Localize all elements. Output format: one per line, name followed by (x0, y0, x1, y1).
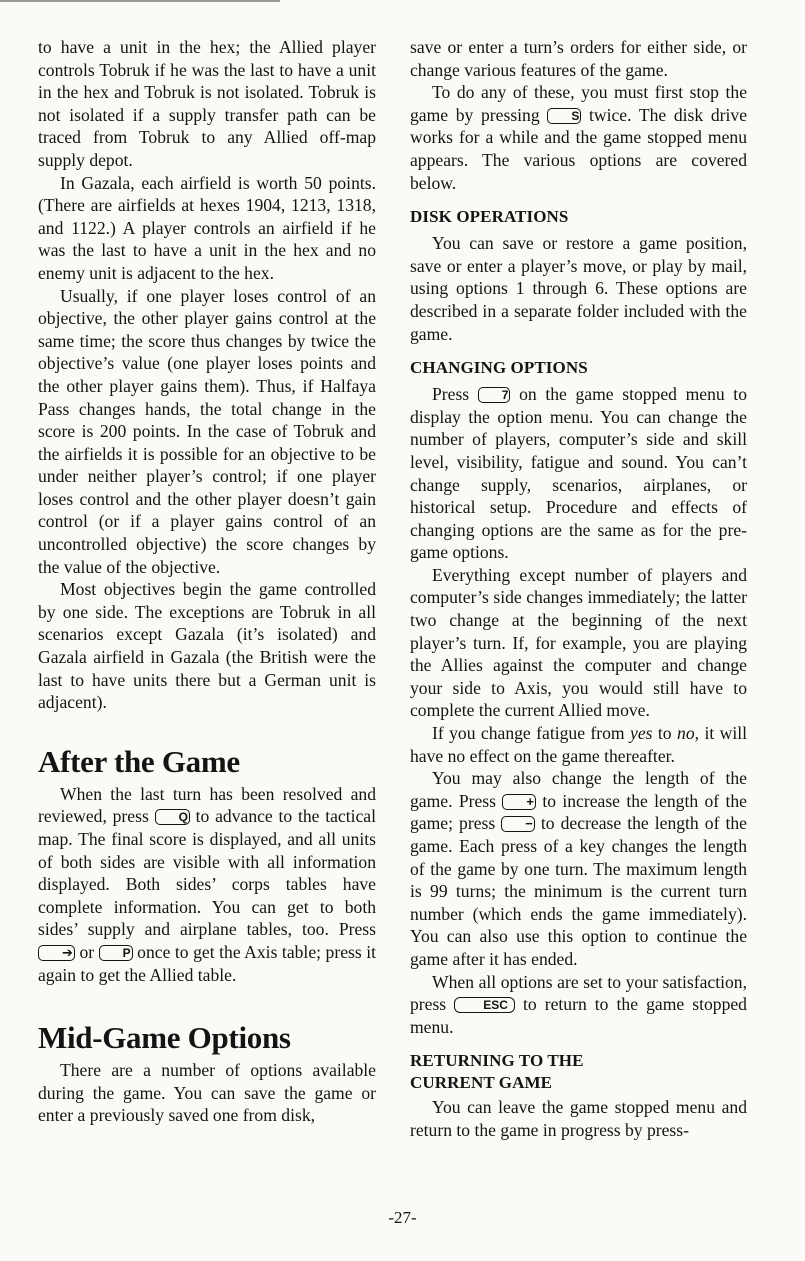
q-key-icon: Q (155, 809, 190, 825)
change-text-a: Press (432, 384, 470, 405)
paragraph-objective-scoring: Usually, if one player loses control of an objective, the other player gains control at the same time; the score thus changes by twice the objective’s value (one player loses points and the other player gains them). Thus, if Halfaya Pass changes hands, the total change in the score is 200 points. In the case of Tobruk and the airfields it is possible for an objective to be under neither player’s control; if one player loses control and the other player doesn’t gain control (or if a player gains control of an uncontrolled objective) the score changes by the value of the objective. (38, 285, 376, 577)
fatigue-yes: yes (630, 723, 653, 744)
fatigue-text-a: If you change fatigue from (432, 723, 625, 744)
p-key-icon: P (99, 945, 133, 961)
paragraph-option-menu (410, 383, 747, 564)
top-rule (0, 0, 280, 2)
after-text-c: once to get the Axis table; press it again to get the Allied table. (38, 941, 376, 985)
after-text-or: or (79, 941, 95, 962)
set-text-a: When all options are set to your satisfaction, press (410, 971, 747, 1015)
minus-key-icon: − (501, 816, 535, 832)
paragraph-gazala-airfields: In Gazala, each airfield is worth 50 points. (There are airfields at hexes 1904, 1213, 1318, and 1122.) A player controls an airfield if he was the last to have a unit in the hex and no enemy unit is adjacent to the hex. (38, 172, 376, 283)
stop-text-b: twice. The disk drive works for a while and the game stopped menu appears. The various options are covered below. (410, 104, 747, 193)
paragraph-options-set (410, 971, 747, 1039)
after-text-a: When the last turn has been resolved and reviewed, press (38, 783, 376, 827)
fatigue-text-b: it will have no effect on the game thereafter. (410, 723, 748, 766)
after-text-b: to advance to the tactical map. The final score is displayed, and all units of both sides are visible with all information displayed. Both sides’ corps tables have complete information. You can get to both sides’ supply and airplane tables, too. Press (38, 806, 376, 940)
seven-key-icon: 7 (478, 387, 511, 403)
paragraph-tobruk-control: to have a unit in the hex; the Allied player controls Tobruk if he was the last to have a unit in the hex and Tobruk is not isolated. Tobruk is not isolated if a supply transfer path can be traced from Tobruk to any Allied off-map supply depot. (38, 37, 376, 170)
left-column (38, 36, 376, 1127)
paragraph-mid-game-options: There are a number of options available during the game. You can save the game or enter a previously saved one from disk, (38, 1060, 376, 1126)
s-key-icon: S (547, 108, 581, 124)
paragraph-game-length (410, 767, 747, 970)
length-text-b: to increase the length of the game; press (410, 790, 747, 834)
length-text-c: to decrease the length of the game. Each press of a key changes the length of the game by one turn. The maximum length is 99 turns; the minimum is the current turn number (which ends the game immediately). You can also use this option to continue the game after it has ended. (410, 813, 747, 969)
length-text-a: You may also change the length of the game. Press (410, 768, 747, 811)
fatigue-no: no, (677, 723, 700, 744)
paragraph-after-the-game (38, 783, 376, 986)
heading-mid-game-options: Mid-Game Options (38, 1020, 291, 1056)
stop-text-a: To do any of these, you must first stop the game by pressing (410, 82, 747, 125)
change-text-b: on the game stopped menu to display the option menu. You can change the number of players, computer’s side and skill level, visibility, fatigue and sound. You can’t change supply, scenarios, airplanes, or historical setup. Procedure and effects of changing options are the same as for the pre-game options. (410, 384, 747, 563)
paragraph-changes-immediately: Everything except number of players and computer’s side changes immediately; the latter two change at the beginning of the next player’s turn. If, for example, you are playing the Allies against the computer and change your side to Axis, you would still have to complete the current Allied move. (410, 564, 747, 721)
heading-returning (410, 1050, 747, 1094)
paragraph-disk-operations: You can save or restore a game position, save or enter a player’s move, or play by mail, using options 1 through 6. These options are described in a separate folder included with the game. (410, 233, 747, 344)
heading-after-the-game: After the Game (38, 743, 240, 779)
set-text-b: to return to the game stopped menu. (410, 994, 747, 1037)
paragraph-stop-game (410, 81, 747, 194)
plus-key-icon: + (502, 794, 536, 810)
paragraph-save-or-enter: save or enter a turn’s orders for either side, or change various features of the game. (410, 37, 747, 80)
returning-line-2: CURRENT GAME (410, 1073, 553, 1093)
returning-line-1: RETURNING TO THE (410, 1051, 584, 1071)
arrow-key-icon: ➔ (38, 945, 75, 961)
page-number: -27- (388, 1208, 417, 1227)
heading-changing-options: CHANGING OPTIONS (410, 358, 588, 378)
paragraph-returning: You can leave the game stopped menu and return to the game in progress by press- (410, 1097, 747, 1140)
heading-disk-operations: DISK OPERATIONS (410, 207, 569, 227)
fatigue-to: to (657, 723, 672, 744)
paragraph-fatigue (410, 722, 747, 767)
right-column (410, 36, 747, 1142)
paragraph-initial-control: Most objectives begin the game controlled by one side. The exceptions are Tobruk in all scenarios except Gazala (it’s isolated) and Gazala airfield in Gazala (the British were the last to have units there but a German unit is adjacent). (38, 579, 376, 713)
esc-key-icon: ESC (454, 997, 515, 1013)
